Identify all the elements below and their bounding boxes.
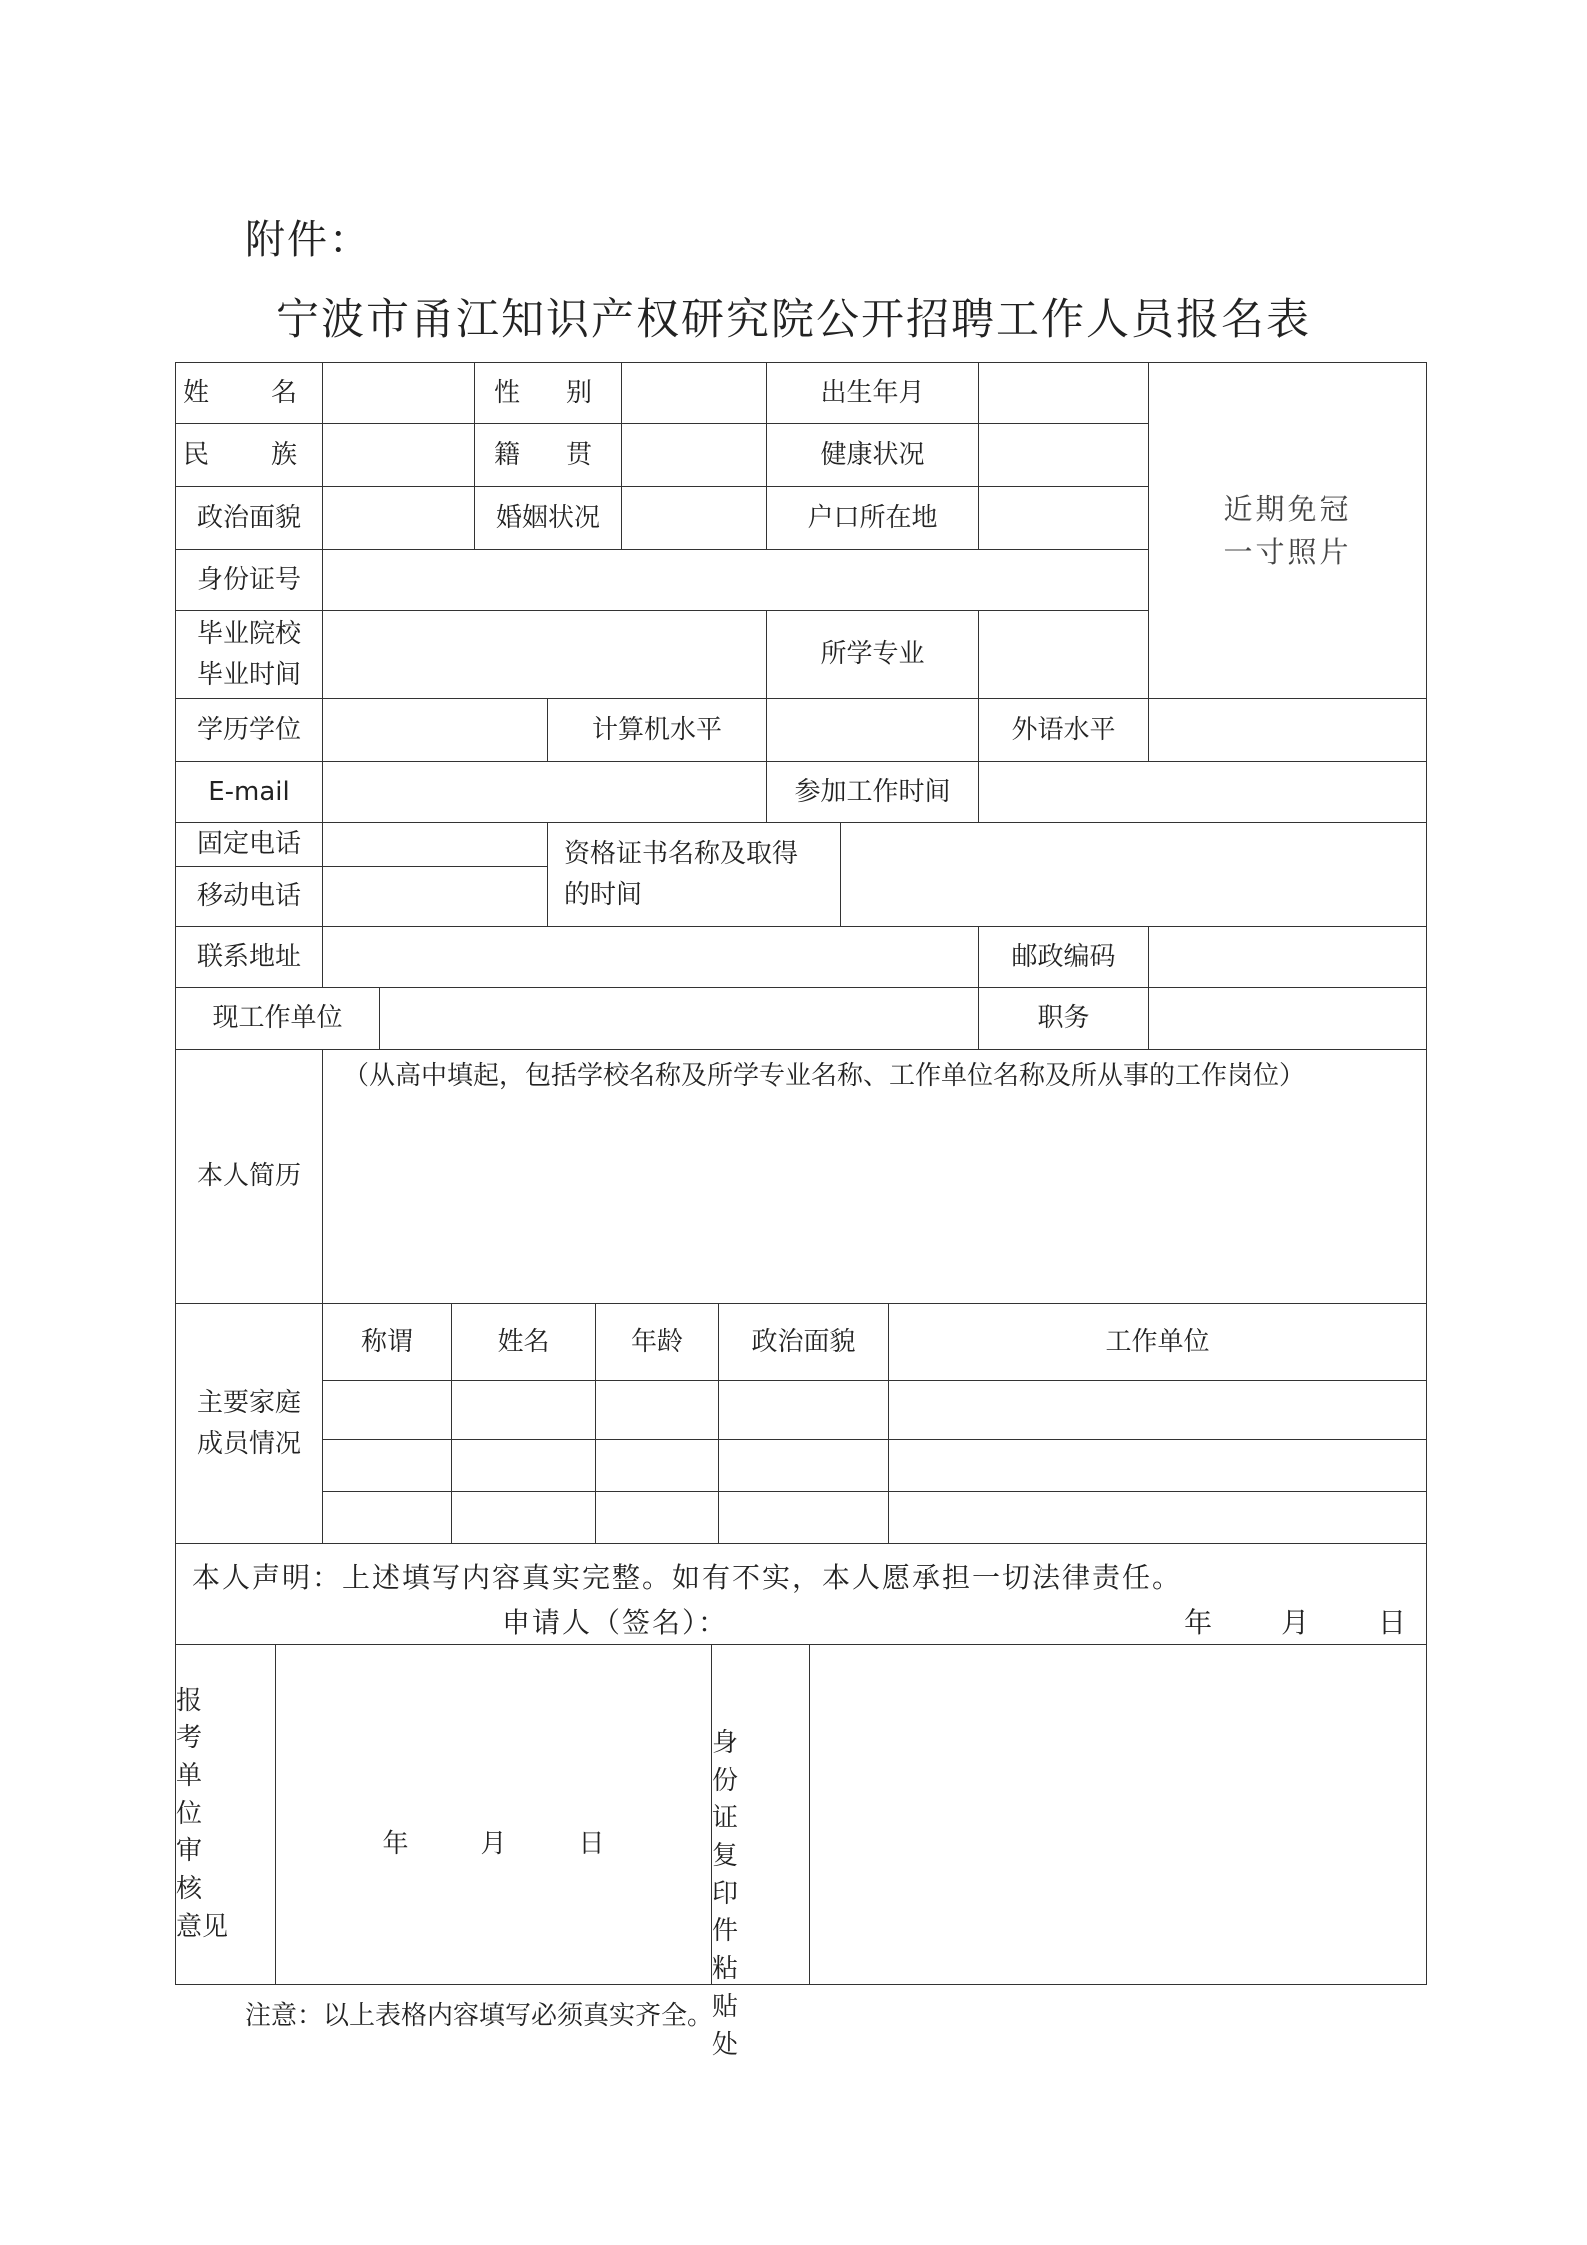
hukou-field[interactable] [978, 486, 1149, 550]
declaration-year: 年 [1184, 1606, 1213, 1640]
marital-status-label: 婚姻状况 [474, 486, 622, 550]
major-label: 所学专业 [766, 610, 979, 699]
health-label: 健康状况 [766, 423, 979, 487]
political-status-field[interactable] [322, 486, 475, 550]
resume-label: 本人简历 [175, 1049, 323, 1304]
photo-line1: 近期免冠 [1223, 492, 1352, 527]
computer-level-field[interactable] [766, 698, 979, 762]
family-header-relation: 称谓 [322, 1303, 452, 1381]
family-cell[interactable] [718, 1380, 889, 1440]
email-label: E-mail [175, 761, 323, 823]
graduate-field[interactable] [322, 610, 767, 699]
certificate-field[interactable] [840, 822, 1427, 927]
id-copy-line1: 身份 [712, 1728, 765, 1796]
review-label-line4: 意见 [176, 1911, 229, 1942]
id-copy-line4: 粘贴 [712, 1954, 765, 2022]
postcode-field[interactable] [1148, 926, 1427, 988]
family-cell[interactable] [322, 1491, 452, 1544]
declaration [175, 1543, 1427, 1645]
graduate-school-label: 毕业院校 [196, 619, 301, 650]
mobile-field[interactable] [322, 866, 548, 927]
review-label [175, 1644, 276, 1985]
family-label [175, 1303, 323, 1544]
family-cell[interactable] [451, 1439, 596, 1492]
certificate-label-line2: 的时间 [564, 879, 643, 910]
name-label: 姓 名 [175, 362, 323, 424]
degree-field[interactable] [322, 698, 548, 762]
review-month: 月 [480, 1829, 507, 1860]
family-cell[interactable] [451, 1380, 596, 1440]
family-header-employer: 工作单位 [888, 1303, 1427, 1381]
declaration-date[interactable] [1148, 1601, 1406, 1644]
family-cell[interactable] [718, 1491, 889, 1544]
work-start-field[interactable] [978, 761, 1427, 823]
review-day: 日 [578, 1829, 605, 1860]
id-copy-line2: 证复 [712, 1803, 765, 1872]
declaration-statement: 本人声明：上述填写内容真实完整。如有不实，本人愿承担一切法律责任。 [192, 1561, 1183, 1594]
resume-field[interactable] [322, 1049, 1427, 1304]
email-field[interactable] [322, 761, 767, 823]
gender-label: 性 别 [474, 362, 622, 424]
footer-note: 注意：以上表格内容填写必须真实齐全。 [245, 2001, 714, 2031]
family-cell[interactable] [888, 1491, 1427, 1544]
review-label-line2: 单位 [176, 1760, 229, 1829]
family-header-name: 姓名 [451, 1303, 596, 1381]
birth-field[interactable] [978, 362, 1149, 424]
address-label: 联系地址 [175, 926, 323, 988]
graduate-time-label: 毕业时间 [196, 659, 301, 690]
photo-line2: 一寸照片 [1223, 534, 1352, 569]
landline-label: 固定电话 [175, 822, 323, 867]
declaration-day: 日 [1377, 1606, 1406, 1640]
family-label-line1: 主要家庭 [196, 1388, 301, 1419]
id-copy-label [711, 1644, 810, 2060]
certificate-label-line1: 资格证书名称及取得 [564, 839, 799, 870]
id-copy-line3: 印件 [712, 1878, 765, 1947]
resume-hint: （从高中填起，包括学校名称及所学专业名称、工作单位名称及所从事的工作岗位） [343, 1061, 1306, 1091]
position-field[interactable] [1148, 987, 1427, 1050]
signature-label: 申请人（签名）： [502, 1606, 729, 1640]
hukou-label: 户口所在地 [766, 486, 979, 550]
ethnicity-field[interactable] [322, 423, 475, 487]
photo-area[interactable] [1148, 362, 1427, 699]
family-cell[interactable] [451, 1491, 596, 1544]
name-field[interactable] [322, 362, 475, 424]
gender-field[interactable] [621, 362, 767, 424]
language-level-field[interactable] [1148, 698, 1427, 762]
work-start-label: 参加工作时间 [766, 761, 979, 823]
health-field[interactable] [978, 423, 1149, 487]
ethnicity-label: 民 族 [175, 423, 323, 487]
landline-field[interactable] [322, 822, 548, 867]
native-place-label: 籍 贯 [474, 423, 622, 487]
declaration-month: 月 [1281, 1606, 1310, 1640]
attachment-label: 附件： [245, 217, 371, 263]
family-cell[interactable] [595, 1491, 719, 1544]
review-year: 年 [382, 1829, 409, 1860]
native-place-field[interactable] [621, 423, 767, 487]
graduate-label [175, 610, 323, 699]
birth-label: 出生年月 [766, 362, 979, 424]
family-cell[interactable] [595, 1439, 719, 1492]
family-header-age: 年龄 [595, 1303, 719, 1381]
mobile-label: 移动电话 [175, 866, 323, 927]
certificate-label [547, 822, 841, 927]
form-title: 宁波市甬江知识产权研究院公开招聘工作人员报名表 [276, 295, 1311, 345]
family-cell[interactable] [595, 1380, 719, 1440]
employer-label: 现工作单位 [175, 987, 380, 1050]
family-label-line2: 成员情况 [196, 1428, 301, 1459]
language-level-label: 外语水平 [978, 698, 1149, 762]
family-header-political: 政治面貌 [718, 1303, 889, 1381]
family-cell[interactable] [888, 1439, 1427, 1492]
review-label-line1: 报考 [176, 1685, 229, 1754]
family-cell[interactable] [718, 1439, 889, 1492]
review-field[interactable] [275, 1644, 712, 1985]
political-status-label: 政治面貌 [175, 486, 323, 550]
postcode-label: 邮政编码 [978, 926, 1149, 988]
review-label-line3: 审核 [176, 1836, 229, 1905]
position-label: 职务 [978, 987, 1149, 1050]
family-cell[interactable] [888, 1380, 1427, 1440]
marital-status-field[interactable] [621, 486, 767, 550]
major-field[interactable] [978, 610, 1149, 699]
id-copy-line5: 处 [712, 2029, 765, 2060]
family-cell[interactable] [322, 1439, 452, 1492]
family-cell[interactable] [322, 1380, 452, 1440]
employer-field[interactable] [379, 987, 979, 1050]
address-field[interactable] [322, 926, 979, 988]
computer-level-label: 计算机水平 [547, 698, 767, 762]
id-number-label: 身份证号 [175, 549, 323, 611]
id-number-field[interactable] [322, 549, 1149, 611]
degree-label: 学历学位 [175, 698, 323, 762]
id-copy-area[interactable] [809, 1644, 1427, 1985]
